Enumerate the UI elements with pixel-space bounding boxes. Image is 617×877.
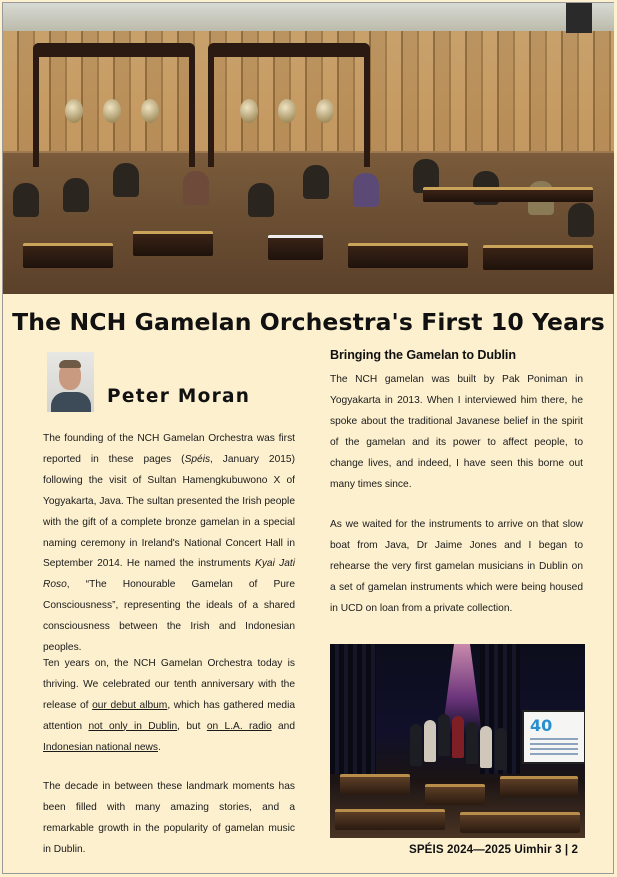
projection-screen [522,710,585,764]
debut-album-link[interactable]: our debut album [92,699,168,711]
page-footer: SPÉIS 2024—2025 Uimhir 3 | 2 [409,843,579,856]
hero-photo-gamelan-orchestra [3,3,614,294]
speis-publication-name: Spéis [184,453,211,465]
instrument-name: Kyai Jati Roso [43,558,295,591]
right-paragraph-2: As we waited for the instruments to arrive on that slow boat from Java, Dr Jaime Jones and I began to rehearse the very first gamelan musicians in Dublin on a set of gamelan instruments which were being housed in UCD on loan from a private collection. [330,519,583,614]
right-paragraph-1: The NCH gamelan was built by Pak Poniman in Yogyakarta in 2013. When I interviewed him there, he spoke about the traditional Javanese belief in the spirit of the gamelan and its power to affect people, to change lives, and indeed, I have seen this borne out many times since. [330,374,583,490]
author-portrait [47,352,94,412]
left-paragraph-2: Ten years on, the NCH Gamelan Orchestra today is thriving. We celebrated our tenth anniversary with the release of our debut album, which has gathered media attention not only in Dublin, but on L.A. radio and Indonesian national news. [43,658,296,753]
article-title: The NCH Gamelan Orchestra's First 10 Years [12,308,605,336]
screen-40-logo: 40 [530,716,553,735]
author-name: Peter Moran [107,386,251,407]
dublin-news-link[interactable]: not only in Dublin [88,720,178,732]
indonesian-news-link[interactable]: Indonesian national news [43,741,158,753]
left-paragraph-1: The founding of the NCH Gamelan Orchestra was first reported in these pages (Spéis, January 2015) following the visit of Sultan Hamengkubuwono X of Yogyakarta, Java. The sultan presented the Irish people with the gift of a complete bronze gamelan in a special naming ceremony in Ireland's National Concert Hall in September 2014. He named the instruments Kyai Jati Roso, “The Honourable Gamelan of Pure Consciousness”, representing the ideals of a shared consciousness between the Irish and Indonesian peoples. [43,433,295,654]
section-heading: Bringing the Gamelan to Dublin [330,348,516,362]
la-radio-link[interactable]: on L.A. radio [206,720,272,732]
left-paragraph-3: The decade in between these landmark moments has been filled with many amazing stories, and a remarkable growth in the popularity of gamelan music in Dublin. [43,781,295,855]
anniversary-concert-photo [330,644,585,838]
